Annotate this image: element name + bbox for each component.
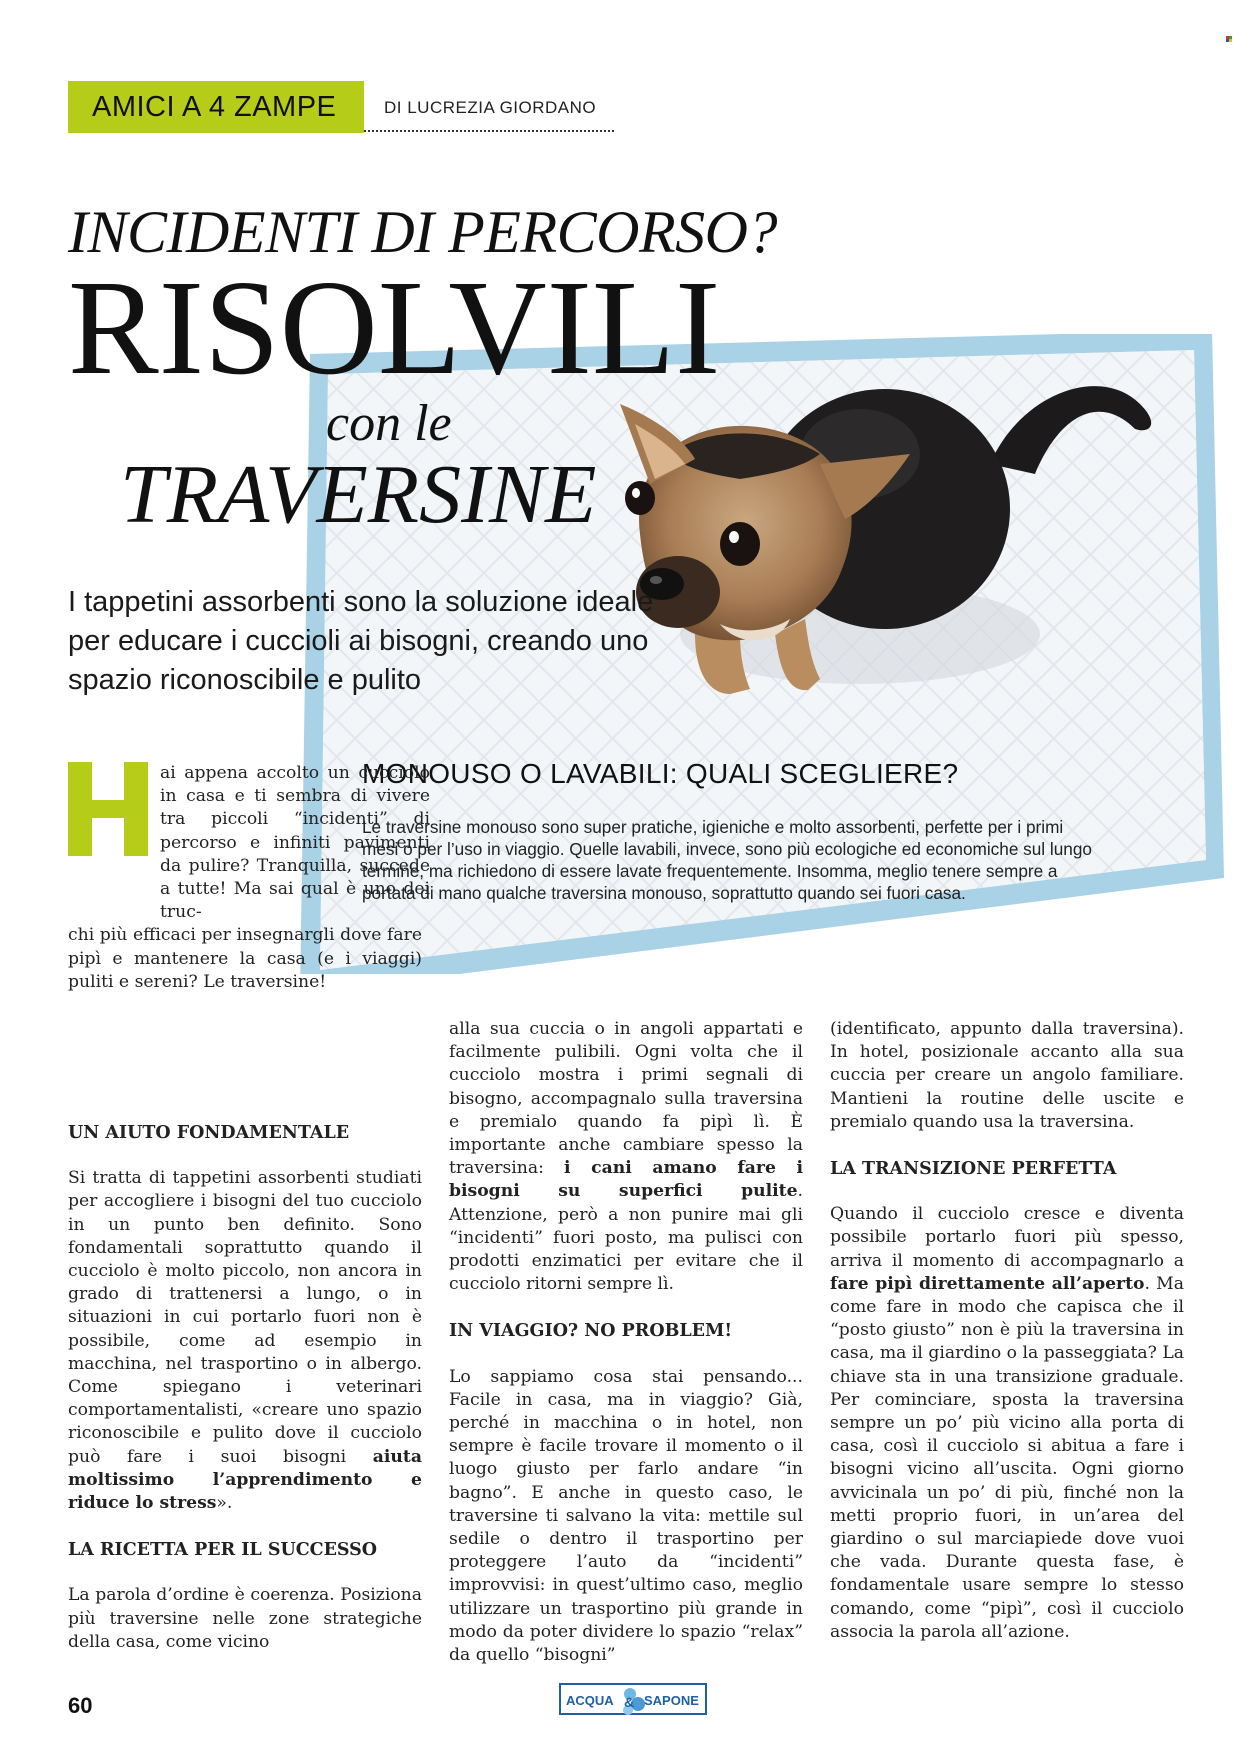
intro-text-indented: ai appena accolto un cucciolo in casa e ti sembra di vivere tra piccoli “incidenti” di percorso e infiniti pavimenti da pulire? Tranquilla, succede a tutte! Ma sai qual è uno dei truc-: [160, 763, 430, 923]
section-heading: IN VIAGGIO? NO PROBLEM!: [449, 1321, 733, 1342]
column-3: [830, 1018, 1184, 1644]
paragraph: alla sua cuccia o in angoli appartati e facilmente pulibili. Ogni volta che il cucciolo mostra i primi segnali di bisogno, accompagnalo sulla traversina e premialo quando fa pipì lì. È importante anche cambiare spesso la traversina:: [449, 1019, 803, 1179]
column-2: [449, 1018, 803, 1667]
logo-amp: &: [624, 1694, 635, 1710]
paragraph: Lo sappiamo cosa stai pensando... Facile in casa, ma in viaggio? Già, perché in macchina o in hotel, non sempre è facile trovare il momento o il luogo giusto per farlo andare “in bagno”. E anche in questo caso, le traversine ti salvano la vita: mettile sul sedile o dentro il trasportino per proteggere l’auto da “incidenti” improvvisi: in quest’ultimo caso, meglio utilizzare un trasportino più grande in modo da poter dividere lo spazio “relax” da quello “bisogni”: [449, 1366, 803, 1666]
column-1: [68, 1122, 422, 1654]
paragraph: ».: [216, 1493, 233, 1514]
corner-mark-icon: [1226, 36, 1232, 42]
title-line-3: con le: [326, 395, 452, 452]
section-heading: LA RICETTA PER IL SUCCESSO: [68, 1540, 378, 1561]
logo-left: ACQUA: [566, 1693, 614, 1708]
section-tag-label: AMICI A 4 ZAMPE: [92, 90, 337, 123]
paragraph: . Attenzione, però a non punire mai gli “incidenti” fuori posto, ma pulisci con prodotti enzimatici per evitare che il cucciolo ritorni sempre lì.: [449, 1181, 803, 1295]
section-tag: [68, 81, 364, 133]
dropcap-letter: H: [108, 822, 109, 823]
intro-text-full: chi più efficaci per insegnargli dove fare pipì e mantenere la casa (e i viaggi) puliti e sereni? Le traversine!: [68, 925, 422, 992]
page-number: 60: [68, 1693, 93, 1718]
paragraph: . Ma come fare in modo che capisca che il “posto giusto” non è più la traversina in casa, ma il giardino o la passeggiata? La chiave sta in una transizione graduale. Per cominciare, sposta la traversina sempre un po’ più vicino alla porta di casa, così il cucciolo si abitua a fare i bisogni vicino all’uscita. Ogni giorno avvicinala un po’ di più, finché non la metti proprio fuori, in un’area del giardino o sul marciapiede dove vuoi che vada. Durante questa fase, è fondamentale usare sempre lo stesso comando, come “pipì”, così il cucciolo associa la parola all’azione.: [830, 1273, 1184, 1642]
paragraph: La parola d’ordine è coerenza. Posiziona più traversine nelle zone strategiche della casa, come vicino: [68, 1585, 422, 1652]
byline: DI LUCREZIA GIORDANO: [384, 98, 597, 117]
bold-text: fare pipì direttamente all’aperto: [830, 1273, 1145, 1294]
byline-divider: [364, 130, 614, 132]
title-line-1: INCIDENTI DI PERCORSO?: [68, 199, 777, 265]
acqua-sapone-logo: [558, 1680, 708, 1720]
bold-text: i cani amano fare i bisogni su superfici pulite: [449, 1158, 804, 1202]
section-heading: UN AIUTO FONDAMENTALE: [68, 1123, 350, 1143]
paragraph: Si tratta di tappetini assorbenti studiati per accogliere i bisogni del tuo cucciolo in un punto ben definito. Sono fondamentali soprattutto quando il cucciolo è molto piccolo, non ancora in grado di trattenersi a lungo, o in situazioni in cui portarlo fuori non è possibile, come ad esempio in macchina, nel trasportino o in albergo. Come spiegano i veterinari comportamentalisti, «creare uno spazio riconoscibile e pulito dove il cucciolo può fare i suoi bisogni: [68, 1168, 422, 1467]
box-title: MONOUSO O LAVABILI: QUALI SCEGLIERE?: [362, 758, 959, 789]
bold-text: aiuta moltissimo l’apprendimento e riduce lo stress: [68, 1446, 422, 1514]
title-line-2: RISOLVILI: [68, 253, 721, 403]
section-heading: LA TRANSIZIONE PERFETTA: [830, 1159, 1117, 1180]
intro-text: [68, 762, 430, 994]
logo-right: SAPONE: [644, 1693, 699, 1708]
box-text: Le traversine monouso sono super pratiche, igieniche e molto assorbenti, perfette per i primi mesi o per l’uso in viaggio. Quelle lavabili, invece, sono più ecologiche ed economiche sul lungo termine, ma richiedono di essere lavate frequentemente. Insomma, meglio tenere sempre a portata di mano qualche traversina monouso, soprattutto quando sei fuori casa.: [362, 817, 1092, 903]
paragraph: (identificato, appunto dalla traversina). In hotel, posizionale accanto alla sua cuccia per creare un angolo familiare. Mantieni la routine delle uscite e premialo quando usa la traversina.: [830, 1019, 1184, 1132]
paragraph: Quando il cucciolo cresce e diventa possibile portarlo fuori più spesso, arriva il momento di accompagnarlo a: [830, 1204, 1184, 1271]
subtitle: I tappetini assorbenti sono la soluzione ideale per educare i cuccioli ai bisogni, creando uno spazio riconoscibile e pulito: [68, 586, 654, 696]
title-line-4: TRAVERSINE: [120, 448, 597, 541]
